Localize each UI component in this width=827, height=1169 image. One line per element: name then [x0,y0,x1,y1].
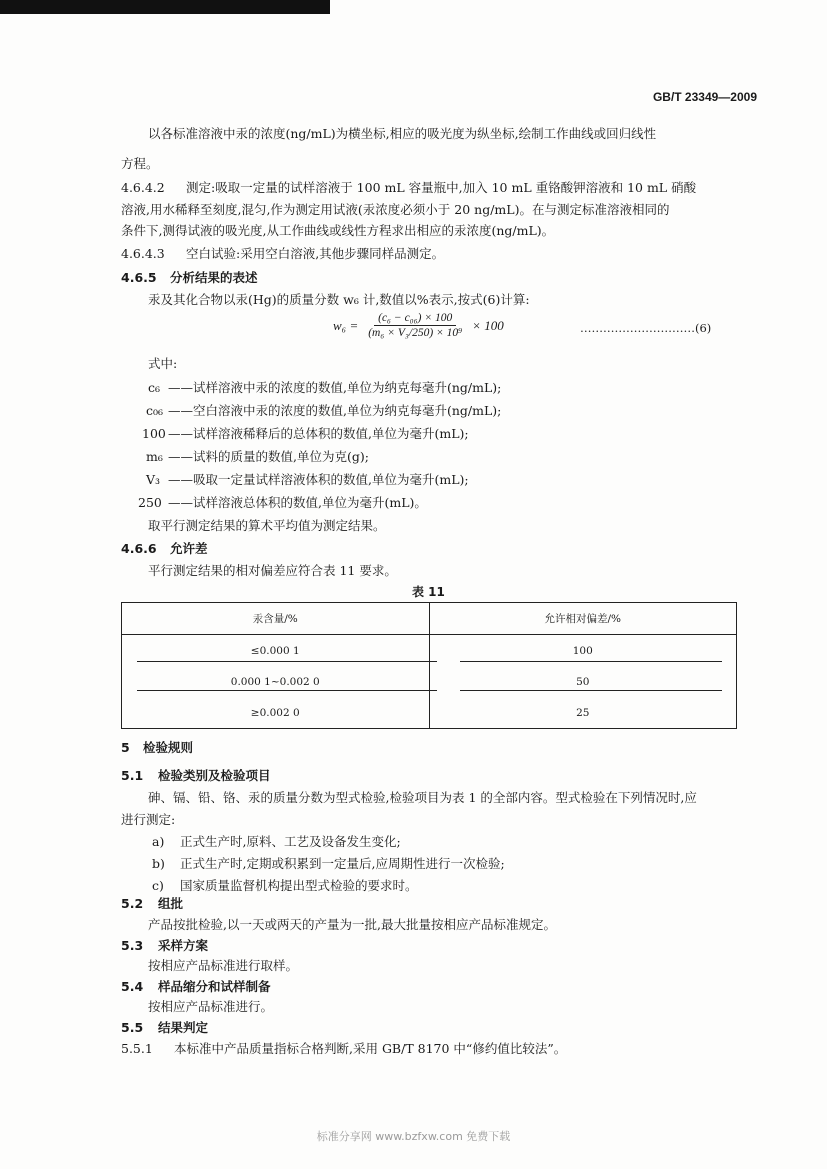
clause-title: 采样方案 [158,938,209,953]
table-row [122,697,737,729]
table-caption: 表 11 [412,585,445,599]
table-row [122,666,737,697]
formula-fraction [364,312,466,339]
clause-number: 5.1 [121,768,144,783]
paragraph-line: 以各标准溶液中汞的浓度(ng/mL)为横坐标,相应的吸光度为纵坐标,绘制工作曲线或回归线性 [148,126,657,141]
formula-numerator: (c₆ − c₀₆) × 100 [374,312,456,326]
paragraph-line: 按相应产品标准进行。 [148,999,274,1014]
standard-number: GB/T 23349—2009 [652,90,757,104]
clause-number: 5 [121,740,130,755]
clause-number: 5.4 [121,979,144,994]
var-symbol: V₃ [146,472,161,487]
equation-number: …………………………(6) [580,321,712,335]
clause-number: 4.6.6 [121,541,157,556]
var-symbol: 100 [142,426,166,441]
paragraph-line: 本标准中产品质量指标合格判断,采用 GB/T 8170 中“修约值比较法”。 [174,1041,567,1056]
var-description: ——空白溶液中汞的浓度的数值,单位为纳克每毫升(ng/mL); [168,403,502,418]
paragraph-line: 测定:吸取一定量的试样溶液于 100 mL 容量瓶中,加入 10 mL 重铬酸钾溶液和 10 mL 硝酸 [186,180,697,195]
table-cell: 100 [429,635,737,667]
clause-number: 4.6.4.3 [121,246,165,261]
paragraph-line: 方程。 [121,156,159,171]
var-description: ——试样溶液稀释后的总体积的数值,单位为毫升(mL); [168,426,469,441]
var-description: ——试样溶液总体积的数值,单位为毫升(mL)。 [168,495,427,510]
list-item: 国家质量监督机构提出型式检验的要求时。 [180,878,418,893]
paragraph-line: 溶液,用水稀释至刻度,混匀,作为测定用试液(汞浓度必须小于 20 ng/mL)。在与测定标准溶液相同的 [121,202,670,217]
table-row-divider [137,690,437,691]
list-item: 正式生产时,定期或积累到一定量后,应周期性进行一次检验; [180,856,505,871]
clause-title: 组批 [158,896,184,911]
table-row-divider [460,661,722,662]
formula-tail: × 100 [472,317,504,333]
scan-edge-bar [0,0,330,14]
var-description: ——吸取一定量试样溶液体积的数值,单位为毫升(mL); [168,472,469,487]
clause-number: 5.5.1 [121,1041,153,1056]
var-description: ——试样溶液中汞的浓度的数值,单位为纳克每毫升(ng/mL); [168,380,502,395]
var-symbol: c₆ [148,380,161,395]
var-symbol: 250 [138,495,162,510]
paragraph-line: 条件下,测得试液的吸光度,从工作曲线或线性方程求出相应的汞浓度(ng/mL)。 [121,223,555,238]
list-item: 正式生产时,原料、工艺及设备发生变化; [180,834,401,849]
table-11 [121,602,737,729]
list-marker: b) [152,856,165,871]
paragraph-line: 空白试验:采用空白溶液,其他步骤同样品测定。 [186,246,445,261]
clause-title: 结果判定 [158,1020,209,1035]
list-marker: a) [152,834,165,849]
formula-6 [333,312,504,339]
table-cell: ≤0.000 1 [122,635,430,667]
table-header-row [122,603,737,635]
table-cell: 25 [429,697,737,729]
table-row-divider [137,661,437,662]
paragraph-line: 按相应产品标准进行取样。 [148,958,299,973]
clause-number: 4.6.5 [121,270,157,285]
clause-title: 样品缩分和试样制备 [158,979,271,994]
list-marker: c) [152,878,164,893]
clause-title: 允许差 [170,541,208,556]
clause-number: 5.2 [121,896,144,911]
clause-number: 5.3 [121,938,144,953]
paragraph-line: 平行测定结果的相对偏差应符合表 11 要求。 [148,563,397,578]
table-header-cell: 允许相对偏差/% [429,603,737,635]
paragraph-line: 取平行测定结果的算术平均值为测定结果。 [148,518,386,533]
clause-number: 5.5 [121,1020,144,1035]
var-description: ——试料的质量的数值,单位为克(g); [168,449,369,464]
table-cell: ≥0.002 0 [122,697,430,729]
where-label: 式中: [148,356,178,371]
clause-title: 检验类别及检验项目 [158,768,271,783]
table-cell: 0.000 1~0.002 0 [122,666,430,697]
paragraph-line: 砷、镉、铅、铬、汞的质量分数为型式检验,检验项目为表 1 的全部内容。型式检验在下列情况时,应 [148,790,697,805]
paragraph-line: 进行测定: [121,812,176,827]
watermark-footer: 标准分享网 www.bzfxw.com 免费下载 [316,1130,511,1143]
clause-title: 检验规则 [143,740,194,755]
table-row-divider [460,690,722,691]
formula-lhs: w₆ = [333,317,359,333]
var-symbol: c₀₆ [146,403,164,418]
clause-number: 4.6.4.2 [121,180,165,195]
table-cell: 50 [429,666,737,697]
paragraph-line: 汞及其化合物以汞(Hg)的质量分数 w₆ 计,数值以%表示,按式(6)计算: [148,292,530,307]
formula-denominator: (m₆ × V₃/250) × 10⁹ [368,327,463,339]
paragraph-line: 产品按批检验,以一天或两天的产量为一批,最大批量按相应产品标准规定。 [148,917,556,932]
var-symbol: m₆ [146,449,163,464]
clause-title: 分析结果的表述 [170,270,258,285]
table-header-cell: 汞含量/% [122,603,430,635]
